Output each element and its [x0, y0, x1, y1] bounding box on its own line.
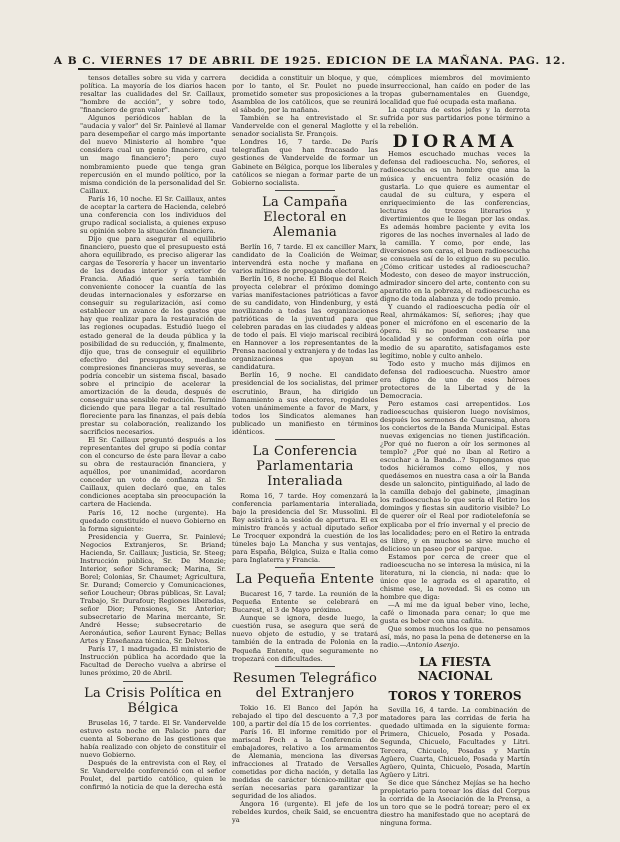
paragraph: Estamos por cerca de creer que el radioescucha no se interesa la música, ni la literatura, ni la ciencia, ni nada: que lo único que le agrada es el aparatito, el chisme ese, la novedad. Si es como un hombre que diga: [380, 552, 530, 601]
separator [275, 190, 335, 191]
headline-diorama: DIORAMA [392, 132, 518, 153]
paragraph: Algunos periódicos hablan de la "audacia y valor" del Sr. Painlevé al llamar para desempeñar el cargo más importante del nuevo Ministerio al hombre "que considera cual un genio financiero, cual un mago financiero"; pero cuyo nombramiento puede que tenga gran repercusión en el mundo político, por la misma condición de la personalidad del Sr. Caillaux. [80, 114, 226, 195]
headline-resumen: Resumen Telegráfico del Extranjero [232, 670, 378, 701]
paragraph: Angora 16 (urgente). El jefe de los rebeldes kurdos, cheik Said, se encuentra ya [232, 800, 378, 825]
paragraph: decidida a constituir un bloque, y que, por lo tanto, el Sr. Poulet no puede prometido someter sus proposiciones a la Asamblea de los católicos, que se reunirá el sábado, por la mañana. [232, 74, 378, 115]
headline-pequena-entente: La Pequeña Entente [235, 572, 375, 588]
paragraph: París 17, 1 madrugada. El ministerio de Instrucción pública ha acordado que la Facultad de Derecho vuelva a abrirse el lunes próximo, 20 de Abril. [80, 645, 226, 678]
separator [275, 567, 335, 568]
paragraph: Pero estamos casi arrepentidos. Los radioescuchas quisieron luego novísimos, después los sermones de Cuaresma, ahora los conciertos de la Banda Municipal. Estas nuevas exigencias no tienen justificación. ¿Por qué no fueron a oír los sermones al templo? ¿Por qué no iban al Retiro a escuchar a la Banda...? Supongamos que todos hiciéramos como ellos, y nos quedásemos en nuestra casa a oír la Banda desde un saloncito, pintiguiñado, al lado de la camilla debajo del gabinete, ¡imaginan los radioescuchas lo que sería el Retiro los domingos y fiestas sin auditorio visible? Lo de querer oír el Real por radiotelefonía se explicaba por el frío invernal y el precio de las localidades; pero en el Retiro la entrada es libre, y en muchos se sirve mucho el delicioso un paseo por el parque. [380, 399, 530, 553]
paragraph: Y cuando el radioescucha pedía oír el Real, ahrmákamos: Sí, señores; ¡hay que poner el micrófono en el escenario de la ópera. Si no pueden costearse una localidad y se conforman con oírla por medio de su aparatito, satisfagamos este legítimo, noble y culto anhelo. [380, 303, 530, 360]
paragraph: París 16, 12 noche (urgente). Ha quedado constituído el nuevo Gobierno en la forma siguiente: [80, 508, 226, 533]
paragraph: Bruselas 16, 7 tarde. El Sr. Vandervelde estuvo esta noche en Palacio para dar cuenta al Soberano de las gestiones que había realizado con objeto de constituir el nuevo Gobierno. [80, 718, 226, 759]
paragraph [380, 625, 530, 649]
paragraph: El Sr. Caillaux preguntó después a los representantes del grupo si podía contar con el concurso de éste para llevar a cabo su obra de restauración financiera, y aquéllos, por unanimidad, acordaron conceder un voto de confianza al Sr. Caillaux, quien declaró que, en tales condiciones aceptaba sin preocupación la cartera de Hacienda. [80, 436, 226, 509]
paragraph: —A mí me da igual beber vino, leche, café o limonada para cenar; lo que me gusta es beber con una cañita. [380, 601, 530, 626]
paragraph: París 16. El informe remitido por el mariscal Foch a la Conferencia de embajadores, relativo a los armamentos de Alemania, menciona las diversas infracciones al Tratado de Versalles cometidas por dicha nación, y detalla las medidas de carácter técnico-militar que serían necesarias para garantizar la seguridad de los aliados. [232, 727, 378, 801]
paragraph: La captura de estos jefes y la derrota sufrida por sus partidarios pone término a la rebelión. [380, 106, 530, 131]
paragraph: También se ha entrevistado el Sr. Vandervelde con el general Maglotte y el senador socialista Sr. François. [232, 114, 378, 139]
headline-toros: TOROS Y TOREROS [388, 689, 522, 704]
paragraph: Hemos escuchado muchas veces la defensa del radioescucha. No, señores, el radioescucha es un hombre que ama la música y encuentra feliz ocasión de gustarla. Lo que quiere es aumentar el caudal de su cultura, y espera el enriquecimiento de las conferencias, lecturas de trozos literarios y divertimientos que le llegan por las ondas. Es además hombre paciente y evita los rigores de las noches invernales al lado de la camilla. Y como, por ende, las diversiones son caras, el buen radioescucha se consuela así de lo exiguo de su peculio. ¿Cómo criticar ustedes al radioescucha? Modesto, con deseo de mayor instrucción, admirador sincero del arte, contento con su aparatito en la pobreza, el radioescucha es digno de toda alabanza y de todo premio. [380, 150, 530, 304]
paragraph: Todo esto y mucho más dijimos en defensa del radioescucha. Nuestro amor era digno de uno de esos héroes protectores de la Libertad y de la Democracia. [380, 359, 530, 400]
separator [275, 439, 335, 440]
headline-conferencia: La Conferencia Parlamentaria Interaliada [252, 443, 358, 489]
paragraph: Berlín 16, 9 noche. El candidato presidencial de los socialistas, del primer escrutinio, Braun, ha dirigido un llamamiento a sus electores, rogándoles voten unánimemente a favor de Marx, y todos los Sindicatos alemanes han publicado un manifiesto en términos idénticos. [232, 371, 378, 436]
paragraph: Berlín 16, 8 noche. El Bloque del Reich proyecta celebrar el próximo domingo varias manifestaciones patrióticas a favor de su candidato, von Hindenburg, y está movilizando a todas las organizaciones patrióticas de la juventud para que celebren paradas en las ciudades y aldeas de todo el país. El viejo mariscal recibirá en Hannover a los representantes de la Prensa nacional y extranjera y de todas las organizaciones que apoyan su candidatura. [232, 274, 378, 372]
paragraph: Sevilla 16, 4 tarde. La combinación de matadores para las corridas de feria ha quedado ultimada en la siguiente forma: Primera, Chicuelo, Posada y Posada. Segunda, Chicuelo, Facultades y Litri. Tercera, Chicuelo, Posadas y Martín Agüero, Cuarta, Chicuelo, Posada y Martín Agüero, Quinta, Chicuelo, Posada, Martín Agüero y Litri. [380, 706, 530, 779]
paragraph: Bucarest 16, 7 tarde. La reunión de la Pequeña Entente se celebrará en Bucarest, el 3 de Mayo próximo. [232, 590, 378, 615]
headline-belgica: La Crisis Política en Bélgica [84, 685, 222, 716]
paragraph: Londres 16, 7 tarde. De París telegrafían que han fracasado las gestiones de Vandervelde de formar un Gabinete en Bélgica, porque los liberales y católicos se niegan a formar parte de un Gobierno socialista. [232, 138, 378, 187]
headline-alemania: La Campaña Electoral en Alemania [262, 194, 348, 240]
paragraph: París 16, 10 noche. El Sr. Caillaux, antes de aceptar la cartera de Hacienda, celebró una conferencia con los individuos del grupo radical socialista, a quienes expuso su opinión sobre la situación financiera. [80, 194, 226, 235]
paragraph: Después de la entrevista con el Rey, el Sr. Vandervelde conferenció con el señor Poulet, del partido católico, quien le confirmó la noticia de que la derecha está [80, 758, 226, 791]
paragraph: Berlín 16, 7 tarde. El ex canciller Marx, candidato de la Coalición de Weimar, intervendrá esta noche y mañana en varios mítines de propaganda electoral. [232, 242, 378, 275]
separator [275, 666, 335, 667]
page-header: A B C. VIERNES 17 DE ABRIL DE 1925. EDICION DE LA MAÑANA. PAG. 12. [53, 55, 567, 67]
paragraph: cómplices miembros del movimiento insurreccional, han caído en poder de las tropas gubernamentales en Guendge, localidad que fué ocupada esta mañana. [380, 74, 530, 107]
header-rule [78, 68, 528, 70]
paragraph: Aunque se ignora, desde luego, la cuestión rusa, se asegura que será de nuevo objeto de estudio, y se tratará también de la entrada de Polonia en la Pequeña Entente, que seguramente no tropezará con dificultades. [232, 614, 378, 663]
paragraph-text: Que somos muchos los que no pensamos así, más, no pasa la pena de detenerse en la radio.— [380, 625, 530, 650]
paragraph: Roma 16, 7 tarde. Hoy comenzará la conferencia parlamentaria interaliada, bajo la presidencia del Sr. Mussolini. El Rey asistirá a la sesión de apertura. El ex ministro francés y actual diputado señor Le Trocquer expondrá la cuestión de los túneles bajo La Mancha y sus ventajas, para España, Bélgica, Suiza e Italia como para Inglaterra y Francia. [232, 491, 378, 565]
paragraph: Tokio 16. El Banco del Japón ha rebajado el tipo del descuento a 7,3 por 100, a partir del día 15 de los corrientes. [232, 703, 378, 728]
column-2 [232, 74, 378, 824]
author-signature: Antonio Asenjo. [406, 641, 460, 650]
column-3 [380, 74, 530, 827]
column-1 [80, 74, 226, 791]
paragraph: Presidencia y Guerra, Sr. Painlevé; Negocios Extranjeros, Sr. Briand; Hacienda, Sr. Caillaux; Justicia, Sr. Steeg; Instrucción pública, Sr. De Monzie; Interior, señor Schrameck; Marina, Sr. Borel; Colonias, Sr. Chaumet; Agricultura, Sr. Durand; Comercio y Comunicaciones, señor Loucheur; Obras públicas, Sr. Laval; Trabajo, Sr. Durafour; Regiones liberadas, señor Dior; Pensiones, Sr. Anterior; subsecretario de Marina mercante, Sr. André Hesse; subsecretario de Aeronáutica, señor Laurent Eynac; Bellas Artes y Enseñanza técnica, Sr. Delvos. [80, 532, 226, 646]
paragraph: Dijo que para asegurar el equilibrio financiero, puesto que el presupuesto está ahora equilibrado, es preciso aligerar las cargas de Tesorería y hacer un inventario de las deudas interior y exterior de Francia. Añadió que sería también conveniente conocer la cuantía de las deudas internacionales y esforzarse en conseguir su regularización, así como establecer un avance de los gastos que hay que realizar para la restauración de las regiones ocupadas. Estudió luego el estado general de la deuda pública y la posibilidad de su reducción, y, finalmente, dijo que, tras de conseguir el equilibrio efectivo del presupuesto, mediante compresiones financieras muy severas, se podría concebir un sistema fiscal, basado sobre el principio de acelerar la amortización de la deuda, después de conseguir una sensible reducción. Terminó diciendo que para llegar a tal resultado floreciente para las finanzas, el país debía prestar su colaboración, realizando los sacrificios necesarios. [80, 234, 226, 437]
paragraph: tensos detalles sobre su vida y carrera política. La mayoría de los diarios hacen resaltar las cualidades del Sr. Caillaux, "hombre de acción", y sobre todo, "financiero de gran valor". [80, 74, 226, 115]
paragraph: Se dice que Sánchez Mejías se ha hecho propietario para torear los días del Corpus la corrida de la Asociación de la Prensa, a un toro que se le podrá torear; pero el ex diestro ha manifestado que no aceptará de ninguna forma. [380, 778, 530, 827]
separator [123, 681, 183, 682]
headline-fiesta-nacional: LA FIESTA NACIONAL [417, 655, 493, 684]
